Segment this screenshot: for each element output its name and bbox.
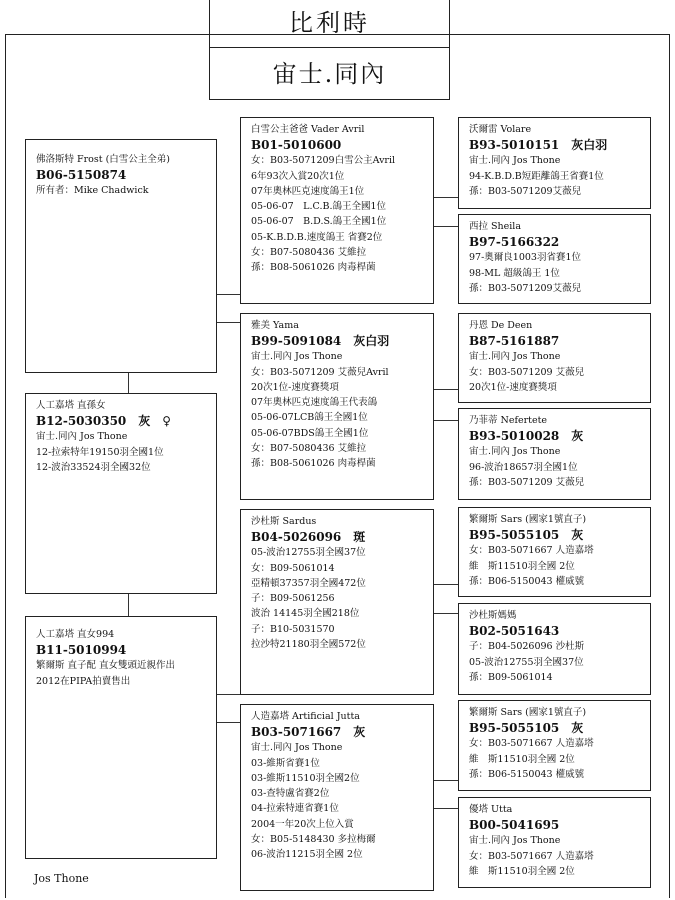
card-detail: 女：B09-5061014 [251,562,335,574]
card-detail: 女：B07-5080436 艾維拉 [251,247,367,259]
card-ring-number: B04-5026096 斑 [251,530,366,545]
card-detail: 05-06-07BDS鴿王全國1位 [251,427,369,439]
card-detail: 維 斯11510羽全國 2位 [469,753,575,765]
card-detail: 6年93次入賞20次1位 [251,170,345,182]
card-name: 沙杜斯 Sardus [251,516,317,527]
pedigree-card-ancestor-8 [458,797,651,888]
card-name: 白雪公主爸爸 Vader Avril [251,124,365,135]
card-detail: 20次1位-速度賽獎項 [251,381,339,393]
pedigree-card-ancestor-1 [458,117,651,209]
pedigree-card-ancestor-2 [458,214,651,304]
footer-author: Jos Thone [34,872,89,885]
connector [217,322,240,323]
card-ring-number: B06-5150874 [36,168,127,183]
card-name: 人工嘉塔 直孫女 [36,400,106,411]
card-detail: 宙士.同內 Jos Thone [251,351,343,363]
card-ring-number: B93-5010151 灰白羽 [469,138,608,153]
card-detail: 05-K.B.D.B.速度鴿王 省賽2位 [251,231,383,243]
card-detail: 女：B03-5071667 人造嘉塔 [469,850,594,862]
connector [434,389,458,390]
card-detail: 波治 14145羽全國218位 [251,608,360,620]
card-name: 繁爾斯 Sars (國家1號直子) [469,707,587,718]
card-ring-number: B00-5041695 [469,818,560,833]
pedigree-card-ancestor-7 [458,700,651,791]
card-name: 乃菲蒂 Nefertete [469,415,548,426]
connector [434,226,458,227]
card-detail: 子：B04-5026096 沙杜斯 [469,641,585,653]
card-detail: 女：B03-5071667 人造嘉塔 [469,738,594,750]
card-detail: 繁爾斯 直子配 直女雙頭近親作出 [36,660,176,672]
pedigree-card-granddam-2 [240,704,434,891]
card-detail: 女：B03-5071209 艾薇兒Avril [251,366,389,378]
connector [217,722,240,723]
connector [434,420,458,421]
connector [217,694,240,695]
card-detail: 子：B09-5061256 [251,593,335,605]
card-detail: 07年奧林匹克速度鴿王代表鴿 [251,397,378,409]
card-detail: 宙士.同內 Jos Thone [251,742,343,754]
connector [434,584,458,585]
card-ring-number: B11-5010994 [36,643,127,658]
card-ring-number: B97-5166322 [469,235,560,250]
card-detail: 宙士.同內 Jos Thone [469,446,561,458]
card-detail: 03-查特盧省賽2位 [251,788,330,800]
card-detail: 宙士.同內 Jos Thone [36,431,128,443]
card-detail: 女：B03-5071209 艾薇兒 [469,366,585,378]
card-detail: 孫：B03-5071209 艾薇兒 [469,476,585,488]
card-ring-number: B01-5010600 [251,138,342,153]
card-detail: 97-奧爾良1003羽省賽1位 [469,252,582,264]
card-ring-number: B03-5071667 灰 [251,725,366,740]
card-detail: 20次1位-速度賽獎項 [469,381,557,393]
card-ring-number: B95-5055105 灰 [469,528,584,543]
card-detail: 98-ML 超級鴿王 1位 [469,267,560,279]
card-ring-number: B95-5055105 灰 [469,721,584,736]
card-detail: 07年奧林匹克速度鴿王1位 [251,185,365,197]
connector [128,594,129,616]
card-detail: 03-維斯11510羽全國2位 [251,772,360,784]
card-name: 繁爾斯 Sars (國家1號直子) [469,514,587,525]
pedigree-card-ancestor-5 [458,507,651,597]
pedigree-card-ancestor-6 [458,603,651,695]
card-detail: 孫：B03-5071209艾薇兒 [469,282,582,294]
connector [217,294,240,295]
connector [434,613,458,614]
card-detail: 孫：B09-5061014 [469,671,553,683]
card-detail: 05-06-07LCB鴿王全國1位 [251,412,368,424]
card-ring-number: B02-5051643 [469,624,560,639]
card-ring-number: B93-5010028 灰 [469,429,584,444]
card-name: 沙杜斯媽媽 [469,610,517,621]
card-detail: 女：B05-5148430 多拉梅爾 [251,834,376,846]
connector [434,808,458,809]
pedigree-card-sire [25,139,217,373]
card-detail: 12-波治33524羽全國32位 [36,461,151,473]
card-detail: 所有者：Mike Chadwick [36,185,149,197]
card-detail: 孫：B06-5150043 權威號 [469,575,585,587]
card-detail: 2004一年20次上位入賞 [251,818,354,830]
card-detail: 孫：B08-5061026 肉毒桿菌 [251,458,376,470]
card-detail: 05-波治12755羽全國37位 [251,547,366,559]
card-detail: 子：B10-5031570 [251,623,335,635]
card-detail: 05-06-07 B.D.S.鴿王全國1位 [251,216,387,228]
card-detail: 宙士.同內 Jos Thone [469,835,561,847]
card-detail: 孫：B06-5150043 權威號 [469,768,585,780]
pedigree-card-dam-line [25,393,217,594]
pedigree-card-ancestor-4 [458,408,651,500]
card-detail: 女：B03-5071667 人造嘉塔 [469,545,594,557]
card-name: 優塔 Utta [469,804,513,815]
card-detail: 12-拉索特年19150羽全國1位 [36,446,164,458]
card-detail: 維 斯11510羽全國 2位 [469,560,575,572]
card-detail: 94-K.B.D.B短距離鴿王省賽1位 [469,170,604,182]
card-name: 沃爾雷 Volare [469,124,532,135]
card-detail: 宙士.同內 Jos Thone [469,155,561,167]
card-detail: 孫：B08-5061026 肉毒桿菌 [251,262,376,274]
pedigree-card-grandsire-2 [240,509,434,695]
card-detail: 04-拉索特連省賽1位 [251,803,339,815]
country-title: 比利時 [289,9,370,37]
owner-title: 宙士.同內 [272,60,387,88]
card-detail: 維 斯11510羽全國 2位 [469,865,575,877]
card-ring-number: B87-5161887 [469,334,560,349]
card-name: 丹恩 De Deen [469,320,533,331]
pedigree-card-dam [25,616,217,859]
card-name: 人造嘉塔 Artificial Jutta [251,711,360,722]
card-detail: 05-波治12755羽全國37位 [469,656,584,668]
card-detail: 女：B07-5080436 艾維拉 [251,443,367,455]
card-name: 雅美 Yama [251,320,299,331]
connector [128,373,129,393]
card-name: 西拉 Sheila [469,221,522,232]
card-name: 人工嘉塔 直女994 [36,629,115,640]
card-detail: 拉沙特21180羽全國572位 [251,639,366,651]
pedigree-card-grandsire-1 [240,117,434,304]
connector [434,780,458,781]
connector [434,197,458,198]
pedigree-card-ancestor-3 [458,313,651,403]
card-detail: 2012在PIPA拍賣售出 [36,675,131,687]
card-detail: 03-維斯省賽1位 [251,757,320,769]
card-detail: 孫：B03-5071209艾薇兒 [469,185,582,197]
card-ring-number: B99-5091084 灰白羽 [251,334,390,349]
card-detail: 96-波治18657羽全國1位 [469,461,578,473]
card-detail: 宙士.同內 Jos Thone [469,351,561,363]
card-detail: 06-波治11215羽全國 2位 [251,849,363,861]
card-name: 佛洛斯特 Frost (白雪公主全弟) [36,154,170,165]
pedigree-card-granddam-1 [240,313,434,500]
card-detail: 05-06-07 L.C.B.鴿王全國1位 [251,201,387,213]
card-detail: 女：B03-5071209白雪公主Avril [251,155,396,167]
card-detail: 亞精頓37357羽全國472位 [251,577,366,589]
card-ring-number: B12-5030350 灰 ♀ [36,414,172,429]
